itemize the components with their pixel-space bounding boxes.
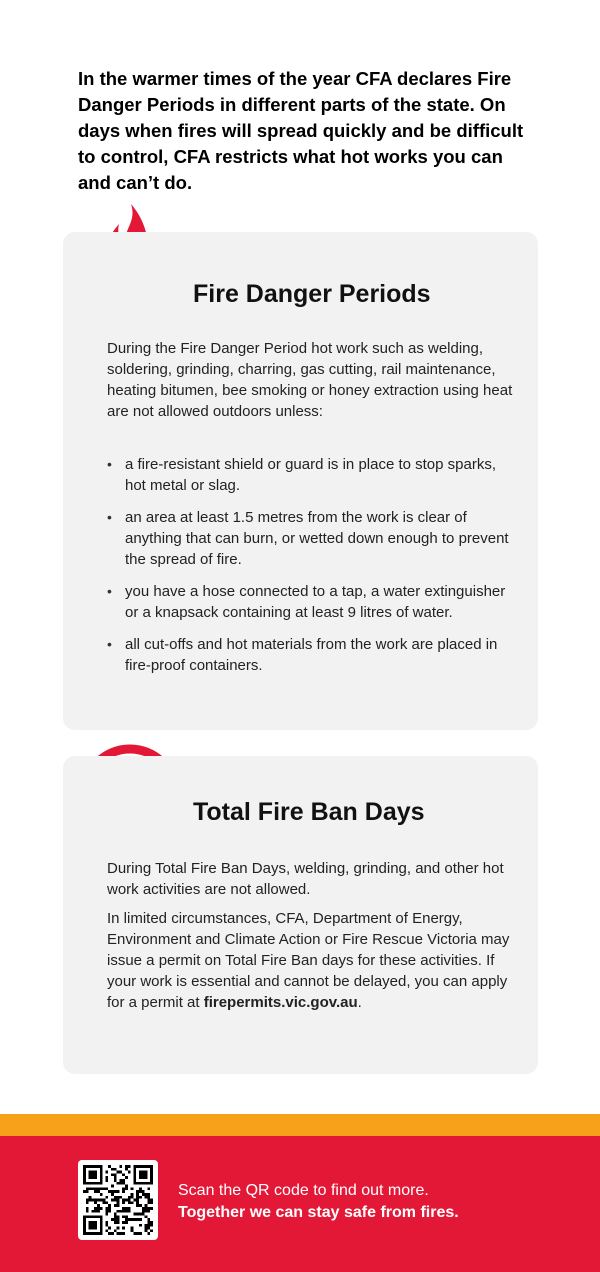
intro-text: In the warmer times of the year CFA declares Fire Danger Periods in different parts of the state. On days when fires will spread quickly and be difficult to control, CFA restricts what hot works you can and can’t do. <box>78 68 524 193</box>
fire-danger-paragraph: During the Fire Danger Period hot work such as welding, soldering, grinding, charring, gas cutting, rail maintenance, heating bitumen, bee smoking or honey extraction using heat are not allowed outdoors unless: <box>107 340 513 420</box>
footer-text <box>178 1180 459 1224</box>
footer-orange-band <box>0 1114 600 1136</box>
total-fire-ban-paragraph-2 <box>107 908 517 1013</box>
total-fire-ban-title: Total Fire Ban Days <box>193 798 425 826</box>
list-item: • a fire-resistant shield or guard is in place to stop sparks, hot metal or slag. <box>107 454 517 496</box>
fire-danger-title: Fire Danger Periods <box>193 280 431 308</box>
footer-line-2: Together we can stay safe from fires. <box>178 1204 459 1221</box>
list-item: • an area at least 1.5 metres from the work is clear of anything that can burn, or wetted down enough to prevent the spread of fire. <box>107 507 517 570</box>
list-item: • all cut-offs and hot materials from the work are placed in fire-proof containers. <box>107 634 517 676</box>
paragraph-text: In limited circumstances, CFA, Department of Energy, Environment and Climate Action or Fire Rescue Victoria may issue a permit on Total Fire Ban days for these activities. If your work is essential and cannot be delayed, you can apply for a permit at <box>107 910 510 1011</box>
footer-line-1: Scan the QR code to find out more. <box>178 1182 429 1199</box>
total-fire-ban-card <box>63 756 538 1074</box>
paragraph-end: . <box>357 994 362 1011</box>
total-fire-ban-paragraph-1: During Total Fire Ban Days, welding, grinding, and other hot work activities are not allowed. <box>107 860 504 898</box>
list-item: • you have a hose connected to a tap, a water extinguisher or a knapsack containing at least 9 litres of water. <box>107 581 517 623</box>
firepermits-link[interactable]: firepermits.vic.gov.au <box>203 994 358 1011</box>
qr-code-icon[interactable] <box>78 1160 158 1240</box>
fire-danger-list <box>107 454 517 687</box>
fire-danger-card <box>63 232 538 730</box>
